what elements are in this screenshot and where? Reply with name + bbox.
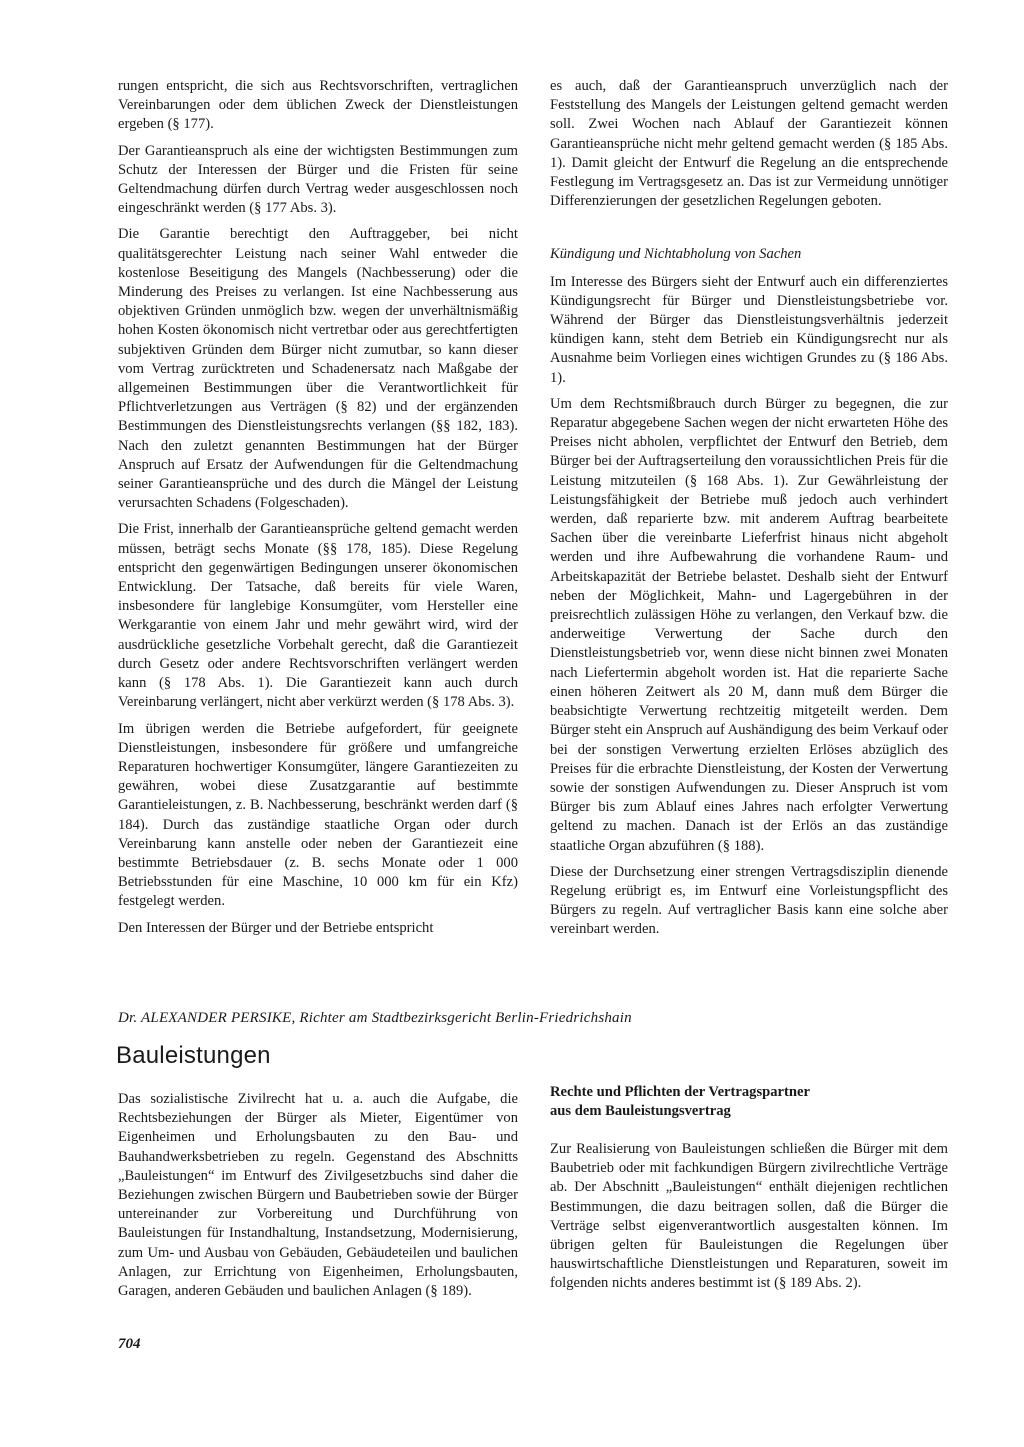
paragraph: Im übrigen werden die Betriebe aufgefordert, für geeignete Dienstleistungen, insbesondere für größere und umfangreiche Reparaturen hochwertiger Konsumgüter, längere Garantiezeiten zu gewähren, wobei diese Zusatzgarantie auf bestimmte Garantieleistungen, z. B. Nachbesserung, beschränkt werden darf (§ 184). Durch das zuständige staatliche Organ oder durch Vereinbarung kann anstelle oder neben der Garantiezeit eine bestimmte Betriebsdauer (z. B. sechs Monate oder 1 000 Betriebsstunden für eine Maschine, 10 000 km für ein Kfz) festgelegt werden. [118, 720, 518, 910]
paragraph: Im Interesse des Bürgers sieht der Entwurf auch ein differenziertes Kündigungsrecht für Bürger und Dienstleistungsbetriebe vor. Während der Bürger das Dienstleistungsverhältnis jederzeit kündigen kann, steht dem Betrieb ein Kündigungsrecht nur als Ausnahme beim Vorliegen eines wichtigen Grundes zu (§ 186 Abs. 1). [550, 273, 948, 386]
right-column-top [550, 77, 948, 947]
paragraph: Der Garantieanspruch als eine der wichtigsten Bestimmungen zum Schutz der Interessen der Bürger und die Fristen für seine Geltendmachung dürfen durch Vertrag weder ausgeschlossen noch eingeschränkt werden (§ 177 Abs. 3). [118, 142, 518, 217]
left-column-top [118, 77, 518, 945]
paragraph: Die Garantie berechtigt den Auftraggeber, bei nicht qualitätsgerechter Leistung nach seiner Wahl entweder die kostenlose Beseitigung des Mangels (Nachbesserung) oder die Minderung des Preises zu verlangen. Ist eine Nachbesserung aus objektiven Gründen unmöglich bzw. wegen der unverhältnismäßig hohen Kosten ökonomisch nicht vertretbar oder aus gerechtfertigten subjektiven Gründen dem Bürger nicht zumutbar, so kann dieser vom Vertrag zurücktreten und Schadenersatz nach Maßgabe der allgemeinen Bestimmungen über die Verantwortlichkeit für Pflichtverletzungen aus Verträgen (§ 82) und der ergänzenden Bestimmungen des Dienstleistungsrechts verlangen (§§ 182, 183). Nach den zuletzt genannten Bestimmungen hat der Bürger Anspruch auf Ersatz der Aufwendungen für die Geltendmachung seiner Garantieansprüche und des durch die Mängel der Leistung verursachten Schadens (Folgeschaden). [118, 226, 518, 512]
paragraph: Zur Realisierung von Bauleistungen schließen die Bürger mit dem Baubetrieb oder mit fachkundigen Bürgern zivilrechtliche Verträge ab. Der Abschnitt „Bauleistungen“ enthält diejenigen rechtlichen Bestimmungen, die dazu beitragen sollen, daß die Bürger die Verträge selbst eigenverantwortlich ausgestalten können. Im übrigen gelten für Bauleistungen die Regelungen über hauswirtschaftliche Dienstleistungen und Reparaturen, soweit im folgenden nichts anderes bestimmt ist (§ 189 Abs. 2). [550, 1141, 948, 1292]
paragraph: Den Interessen der Bürger und der Betriebe entspricht [118, 919, 434, 936]
article-title: Bauleistungen [116, 1042, 271, 1069]
paragraph: Diese der Durchsetzung einer strengen Vertragsdisziplin dienende Regelung erübrigt es, im Entwurf eine Vorleistungspflicht des Bürgers zu regeln. Auf vertraglicher Basis kann eine solche aber vereinbart werden. [550, 863, 948, 938]
author-line: Dr. ALEXANDER PERSIKE, Richter am Stadtbezirksgericht Berlin-Friedrichshain [118, 1010, 632, 1026]
left-column-bottom [118, 1090, 518, 1308]
paragraph: es auch, daß der Garantieanspruch unverzüglich nach der Feststellung des Mangels der Leistungen geltend gemacht werden soll. Zwei Wochen nach Ablauf der Garantiezeit können Garantieansprüche nicht mehr geltend gemacht werden (§ 185 Abs. 1). Damit gleicht der Entwurf die Regelung an die entsprechende Festlegung im Vertragsgesetz an. Das ist zur Vermeidung unnötiger Differenzierungen der gesetzlichen Regelungen geboten. [550, 78, 948, 210]
page-number: 704 [118, 1336, 141, 1352]
subheading-kuendigung: Kündigung und Nichtabholung von Sachen [550, 246, 802, 263]
paragraph: Das sozialistische Zivilrecht hat u. a. auch die Aufgabe, die Rechtsbeziehungen der Bürger als Mieter, Eigentümer von Eigenheimen und Erholungsbauten zu den Bau- und Bauhandwerksbetrieben zu regeln. Gegenstand des Abschnitts „Bauleistungen“ im Entwurf des Zivilgesetzbuchs sind daher die Beziehungen zwischen Bürgern und Baubetrieben sowie der Bürger untereinander zur Vorbereitung und Durchführung von Bauleistungen für Instandhaltung, Instandsetzung, Modernisierung, zum Um- und Ausbau von Gebäuden, Gebäudeteilen und baulichen Anlagen, zur Errichtung von Eigenheimen, Erholungsbauten, Garagen, anderen Gebäuden und baulichen Anlagen (§ 189). [118, 1091, 518, 1300]
right-column-bottom [550, 1083, 948, 1301]
section-heading-line2: aus dem Bauleistungsvertrag [550, 1103, 731, 1119]
section-heading-line1: Rechte und Pflichten der Vertragspartner [550, 1084, 810, 1100]
paragraph: rungen entspricht, die sich aus Rechtsvorschriften, vertraglichen Vereinbarungen oder dem üblichen Zweck der Dienstleistungen ergeben (§ 177). [118, 78, 518, 133]
paragraph: Um dem Rechtsmißbrauch durch Bürger zu begegnen, die zur Reparatur abgegebene Sachen wegen der nicht erwarteten Höhe des Preises nicht abholen, verpflichtet der Entwurf den Betrieb, dem Bürger bei der Auftragserteilung den voraussichtlichen Preis für die Leistung mitzuteilen (§ 168 Abs. 1). Zur Gewährleistung der Leistungsfähigkeit der Betriebe muß jedoch auch verhindert werden, daß reparierte bzw. mit anderem Auftrag bearbeitete Sachen über die vereinbarte Lieferfrist hinaus nicht abgeholt werden und ihre Aufbewahrung die vorhandene Raum- und Arbeitskapazität der Betriebe belastet. Deshalb sieht der Entwurf neben der Möglichkeit, Mahn- und Lagergebühren in der preisrechtlich zulässigen Höhe zu verlangen, den Verkauf bzw. die anderweitige Verwertung der Sache durch den Dienstleistungsbetrieb vor, wenn diese nicht binnen zwei Monaten nach Liefertermin abgeholt worden ist. Hat die reparierte Sache einen höheren Zeitwert als 20 M, dann muß dem Bürger die beabsichtigte Verwertung rechtzeitig mitgeteilt werden. Dem Bürger steht ein Anspruch auf Aushändigung des beim Verkauf oder bei der sonstigen Verwertung erzielten Erlöses abzüglich des Preises für die erbrachte Dienstleistung, der Kosten der Verwertung sowie der sonstigen Aufwendungen zu. Dieser Anspruch ist vom Bürger bis zum Ablauf eines Jahres nach erfolgter Verwertung geltend zu machen. Danach ist der Erlös an das zuständige staatliche Organ abzuführen (§ 188). [550, 395, 948, 854]
paragraph: Die Frist, innerhalb der Garantieansprüche geltend gemacht werden müssen, beträgt sechs Monate (§§ 178, 185). Diese Regelung entspricht den gegenwärtigen Bedingungen unserer ökonomischen Entwicklung. Der Tatsache, daß bereits für viele Waren, insbesondere für langlebige Konsumgüter, vom Hersteller eine Werkgarantie von einem Jahr und mehr gewährt wird, wird der ausdrückliche gesetzliche Vorbehalt gerecht, daß die Garantiezeit durch Gesetz oder andere Rechtsvorschriften verlängert werden kann (§ 178 Abs. 1). Die Garantiezeit kann auch durch Vereinbarung verlängert, nicht aber verkürzt werden (§ 178 Abs. 3). [118, 521, 518, 711]
